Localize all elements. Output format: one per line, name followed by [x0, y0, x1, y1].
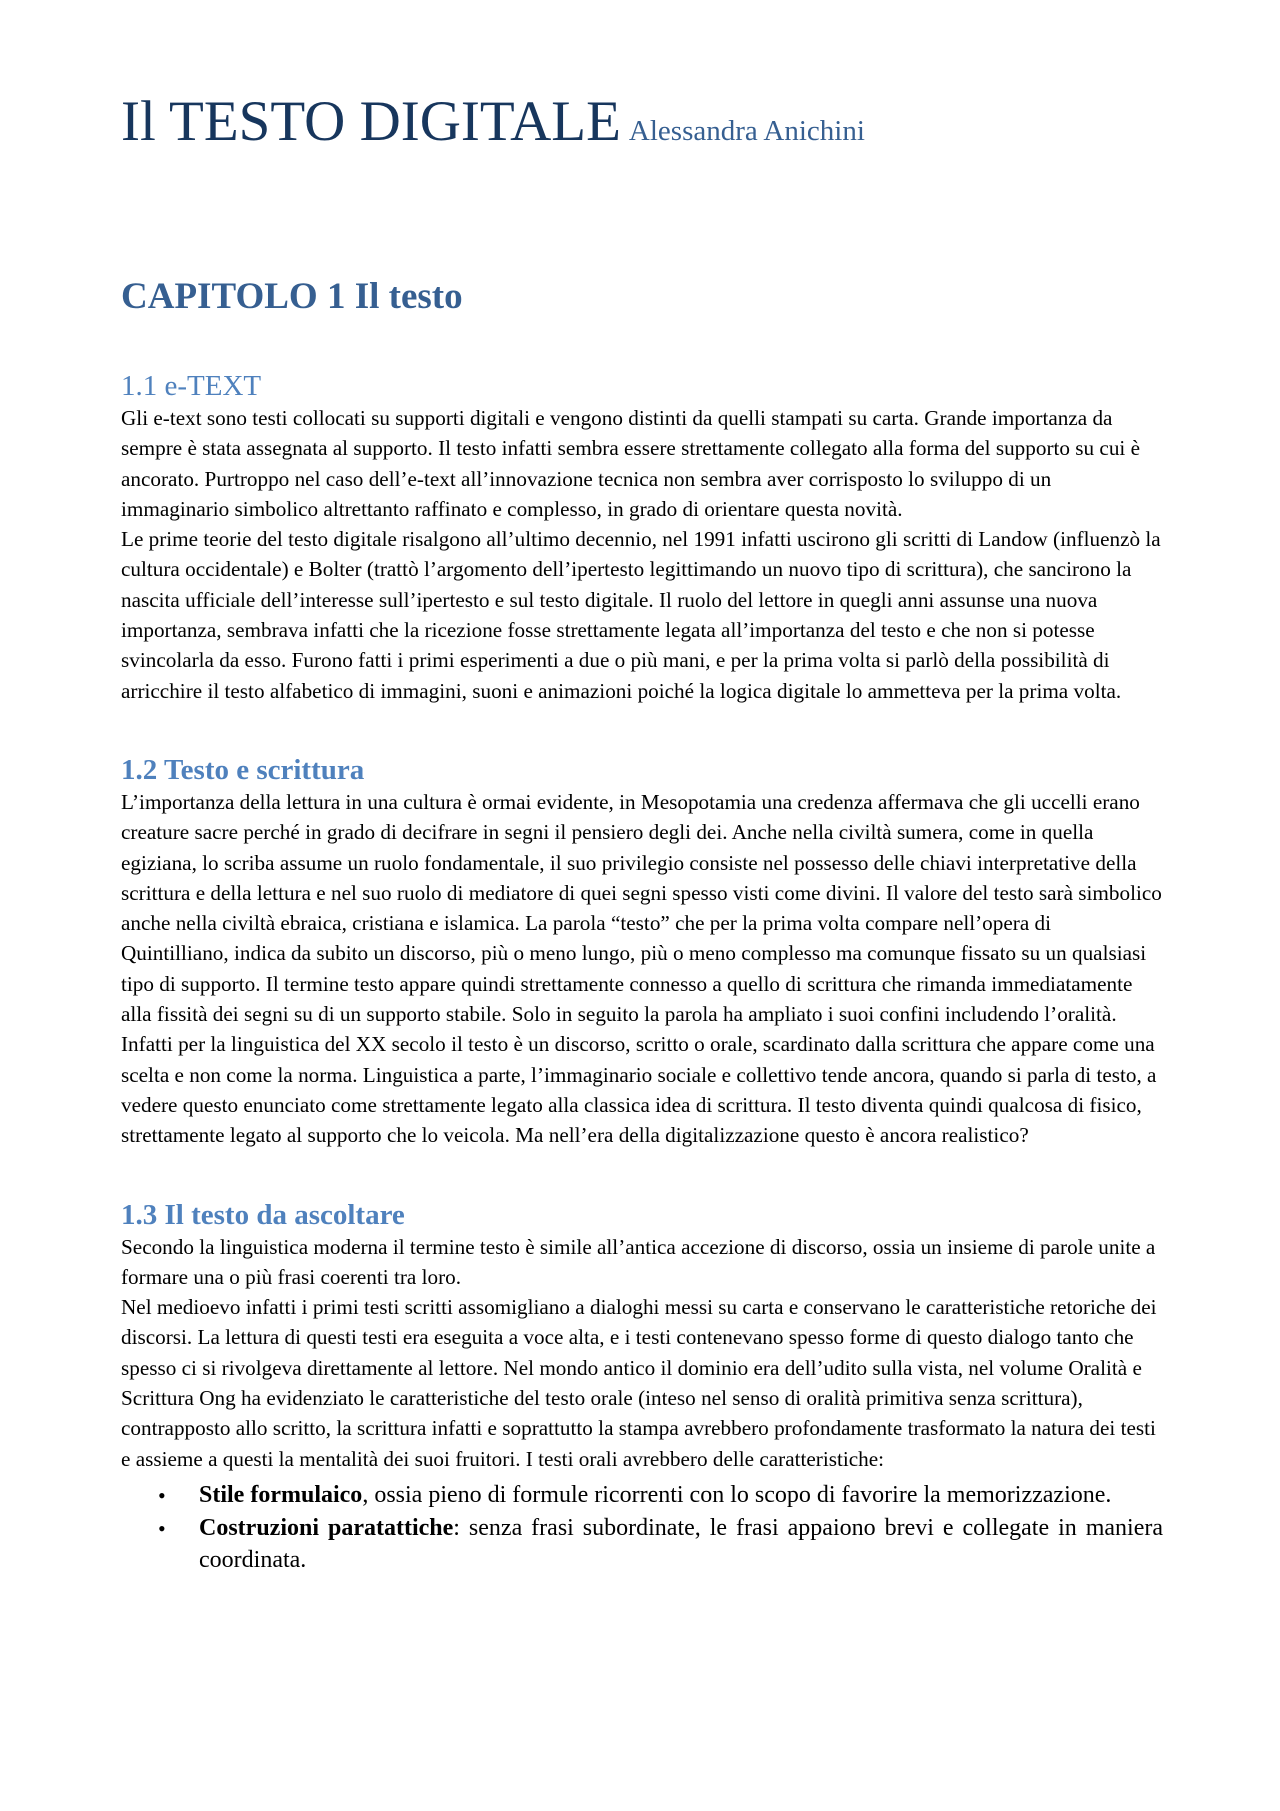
section-1-3: [121, 1198, 1163, 1577]
bullet-term: Costruzioni paratattiche: [199, 1515, 454, 1542]
section-1-2: [121, 753, 1163, 1151]
paragraph: Gli e-text sono testi collocati su supporti digitali e vengono distinti da quelli stampati su carta. Grande importanza da sempre è stata assegnata al supporto. Il testo infatti sembra essere strettamente collegato alla forma del supporto su cui è ancorato. Purtroppo nel caso dell’e-text all’innovazione tecnica non sembra aver corrisposto lo sviluppo di un immaginario simbolico altrettanto raffinato e complesso, in grado di orientare questa novità.: [121, 406, 1141, 521]
bullet-text: : senza frasi subordinate, le frasi appaiono brevi e collegate in maniera coordinata.: [199, 1515, 1164, 1573]
author-name: Alessandra Anichini: [628, 115, 865, 147]
bullet-icon: •: [158, 1516, 166, 1542]
bullet-item: [121, 1480, 1163, 1512]
document-page: [121, 90, 1163, 1578]
bullet-term: Stile formulaico: [199, 1481, 363, 1508]
section-heading: 1.1 e-TEXT: [121, 370, 262, 402]
paragraph: L’importanza della lettura in una cultura è ormai evidente, in Mesopotamia una credenza affermava che gli uccelli erano creature sacre perché in grado di decifrare in segni il pensiero degli dei. Anche nella civiltà sumera, come in quella egiziana, lo scriba assume un ruolo fondamentale, il suo privilegio consiste nel possesso delle chiavi interpretative della scrittura e della lettura e nel suo ruolo di mediatore di quei segni spesso visti come divini. Il valore del testo sarà simbolico anche nella civiltà ebraica, cristiana e islamica. La parola “testo” che per la prima volta compare nell’opera di Quintilliano, indica da subito un discorso, più o meno lungo, più o meno complesso ma comunque fissato su un qualsiasi tipo di supporto. Il termine testo appare quindi strettamente connesso a quello di scrittura che rimanda immediatamente alla fissità dei segni su di un supporto stabile. Solo in seguito la parola ha ampliato i suoi confini includendo l’oralità. Infatti per la linguistica del XX secolo il testo è un discorso, scritto o orale, scardinato dalla scrittura che appare come una scelta e non come la norma. Linguistica a parte, l’immaginario sociale e collettivo tende ancora, quando si parla di testo, a vedere questo enunciato come strettamente legato alla classica idea di scrittura. Il testo diventa quindi qualcosa di fisico, strettamente legato al supporto che lo veicola. Ma nell’era della digitalizzazione questo è ancora realistico?: [121, 789, 1162, 1148]
bullet-icon: •: [158, 1482, 166, 1508]
bullet-item: [121, 1513, 1163, 1576]
section-1-1: [121, 369, 1163, 706]
paragraph: Nel medioevo infatti i primi testi scritti assomigliano a dialoghi messi su carta e conservano le caratteristiche retoriche dei discorsi. La lettura di questi testi era eseguita a voce alta, e i testi contenevano spesso forme di questo dialogo tanto che spesso ci si rivolgeva direttamente al lettore. Nel mondo antico il dominio era dell’udito sulla vista, nel volume Oralità e Scrittura Ong ha evidenziato le caratteristiche del testo orale (inteso nel senso di oralità primitiva senza scrittura), contrapposto allo scritto, la scrittura infatti e soprattutto la stampa avrebbero profondamente trasformato la natura dei testi e assieme a questi la mentalità dei suoi fruitori. I testi orali avrebbero delle caratteristiche:: [121, 1295, 1157, 1471]
paragraph: Le prime teorie del testo digitale risalgono all’ultimo decennio, nel 1991 infatti uscirono gli scritti di Landow (influenzò la cultura occidentale) e Bolter (trattò l’argomento dell’ipertesto legittimando un nuovo tipo di scrittura), che sancirono la nascita ufficiale dell’interesse sull’ipertesto e sul testo digitale. Il ruolo del lettore in quegli anni assunse una nuova importanza, sembrava infatti che la ricezione fosse strettamente legata all’importanza del testo e che non si potesse svincolarla da esso. Furono fatti i primi esperimenti a due o più mani, e per la prima volta si parlò della possibilità di arricchire il testo alfabetico di immagini, suoni e animazioni poiché la logica digitale lo ammetteva per la prima volta.: [121, 527, 1161, 703]
document-title: [121, 90, 1163, 163]
section-heading: 1.2 Testo e scrittura: [121, 753, 365, 786]
title-text: Il TESTO DIGITALE: [121, 90, 621, 153]
section-heading: 1.3 Il testo da ascoltare: [121, 1198, 405, 1231]
chapter-title: CAPITOLO 1 Il testo: [121, 276, 463, 317]
bullet-text: , ossia pieno di formule ricorrenti con lo scopo di favorire la memorizzazione.: [362, 1481, 1112, 1508]
bullet-list: [121, 1480, 1163, 1577]
paragraph: Secondo la linguistica moderna il termine testo è simile all’antica accezione di discorso, ossia un insieme di parole unite a formare una o più frasi coerenti tra loro.: [121, 1234, 1156, 1289]
